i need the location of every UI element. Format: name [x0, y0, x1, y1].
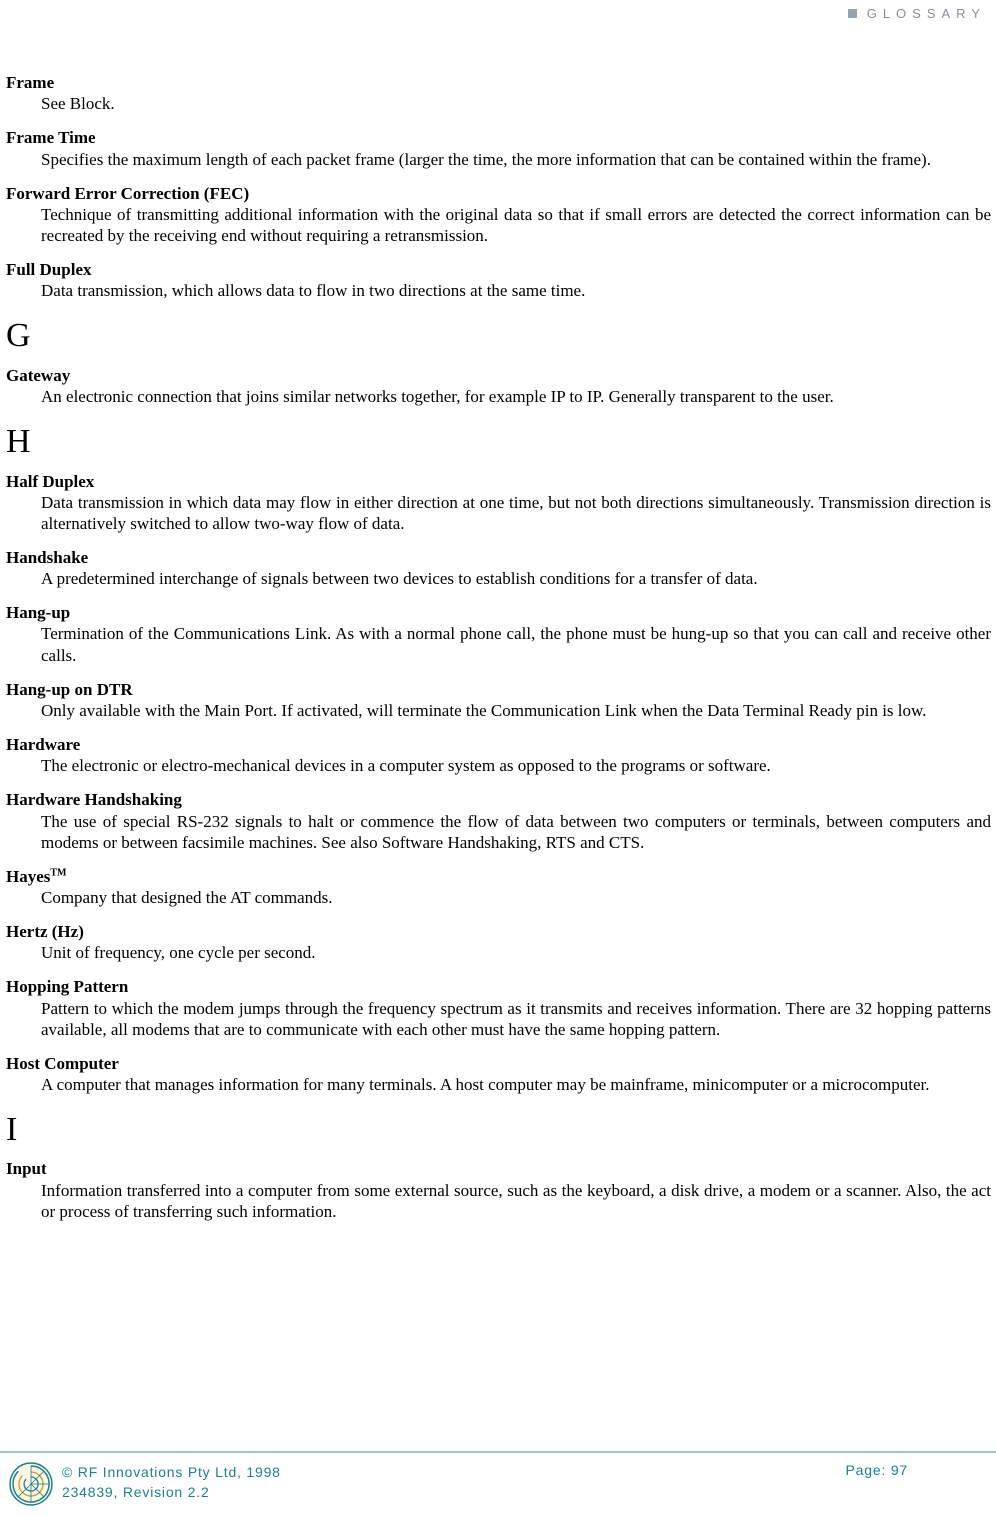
- glossary-entry: [6, 602, 991, 665]
- glossary-entry: [6, 866, 991, 908]
- glossary-definition: Information transferred into a computer from some external source, such as the keyboard, a disk drive, a modem or a scanner. Also, the act or process of transferring such information.: [41, 1180, 991, 1221]
- glossary-entry: [6, 72, 991, 114]
- glossary-definition: Technique of transmitting additional information with the original data so that if small errors are detected the correct information can be recreated by the receiving end without requiring a retransmission.: [41, 204, 991, 245]
- glossary-definition: Specifies the maximum length of each packet frame (larger the time, the more information that can be contained within the frame).: [41, 149, 931, 169]
- glossary-definition: See Block.: [41, 94, 115, 114]
- glossary-entry: [6, 789, 991, 852]
- glossary-entry: [6, 183, 991, 246]
- glossary-term: Frame Time: [6, 128, 96, 148]
- glossary-entry: [6, 547, 991, 589]
- glossary-entry: [6, 471, 991, 534]
- glossary-definition: Data transmission in which data may flow in either direction at one time, but not both directions simultaneously. Transmission direction is alternatively switched to allow two-way flow of data.: [41, 492, 991, 533]
- footer-copyright: [62, 1462, 281, 1503]
- glossary-term: Half Duplex: [6, 471, 95, 491]
- glossary-definition: Termination of the Communications Link. As with a normal phone call, the phone must be hung-up so that you can call and receive other calls.: [41, 624, 991, 665]
- glossary-definition: A computer that manages information for many terminals. A host computer may be mainframe, minicomputer or a microcomputer.: [41, 1075, 930, 1095]
- glossary-entry: [6, 921, 991, 963]
- section-letter: I: [6, 1111, 18, 1149]
- glossary-definition: Only available with the Main Port. If activated, will terminate the Communication Link when the Data Terminal Ready pin is low.: [41, 700, 927, 720]
- page-header-title: GLOSSARY: [866, 6, 986, 21]
- glossary-term: Host Computer: [6, 1053, 119, 1073]
- section-letter: G: [6, 317, 31, 355]
- glossary-entry: [6, 365, 991, 407]
- glossary-entry: [6, 127, 991, 169]
- glossary-term: Frame: [6, 73, 55, 92]
- trademark-superscript: TM: [50, 867, 67, 879]
- glossary-term: Handshake: [6, 547, 89, 567]
- glossary-definition: Data transmission, which allows data to flow in two directions at the same time.: [41, 281, 586, 301]
- header-square-bullet-icon: [848, 9, 857, 18]
- glossary-entry: [6, 1053, 991, 1095]
- glossary-term: Gateway: [6, 365, 71, 385]
- glossary-entry: [6, 679, 991, 721]
- glossary-definition: A predetermined interchange of signals between two devices to establish conditions for a transfer of data.: [41, 569, 758, 589]
- glossary-term: Input: [6, 1159, 47, 1179]
- glossary-entry: [6, 734, 991, 776]
- glossary-entry: [6, 1158, 991, 1221]
- page-header: [848, 6, 986, 21]
- footer-page-number: Page: 97: [845, 1462, 908, 1478]
- glossary-term: Full Duplex: [6, 260, 92, 280]
- footer-copyright-line1: © RF Innovations Pty Ltd, 1998: [62, 1464, 281, 1480]
- nautilus-shell-icon: [8, 1461, 54, 1507]
- glossary-definition: An electronic connection that joins similar networks together, for example IP to IP. Generally transparent to the user.: [41, 387, 834, 407]
- glossary-term: Hang-up: [6, 603, 71, 623]
- glossary-entry: [6, 976, 991, 1039]
- page-footer: [0, 1451, 996, 1515]
- glossary-entry: [6, 259, 991, 301]
- glossary-definition: Company that designed the AT commands.: [41, 887, 333, 907]
- glossary-term: Hang-up on DTR: [6, 679, 133, 699]
- glossary-term: Hopping Pattern: [6, 977, 129, 997]
- glossary-definition: The use of special RS-232 signals to halt or commence the flow of data between two computers or terminals, between computers and modems or between facsimile machines. See also Software Handshaking, RTS and CTS.: [41, 811, 991, 852]
- footer-copyright-line2: 234839, Revision 2.2: [62, 1484, 210, 1501]
- glossary-term: Hardware: [6, 734, 81, 754]
- glossary-definition: The electronic or electro-mechanical devices in a computer system as opposed to the programs or software.: [41, 756, 771, 776]
- section-letter: H: [6, 423, 31, 461]
- glossary-term: Forward Error Correction (FEC): [6, 183, 250, 203]
- glossary-term: Hayes™: [6, 866, 67, 886]
- glossary-term: Hertz (Hz): [6, 922, 84, 942]
- glossary-definition: Pattern to which the modem jumps through the frequency spectrum as it transmits and receives information. There are 32 hopping patterns available, all modems that are to communicate with each other must have the same hopping pattern.: [41, 998, 991, 1039]
- glossary-term: Hardware Handshaking: [6, 790, 182, 810]
- glossary-definition: Unit of frequency, one cycle per second.: [41, 943, 316, 963]
- glossary-content: [6, 72, 991, 1235]
